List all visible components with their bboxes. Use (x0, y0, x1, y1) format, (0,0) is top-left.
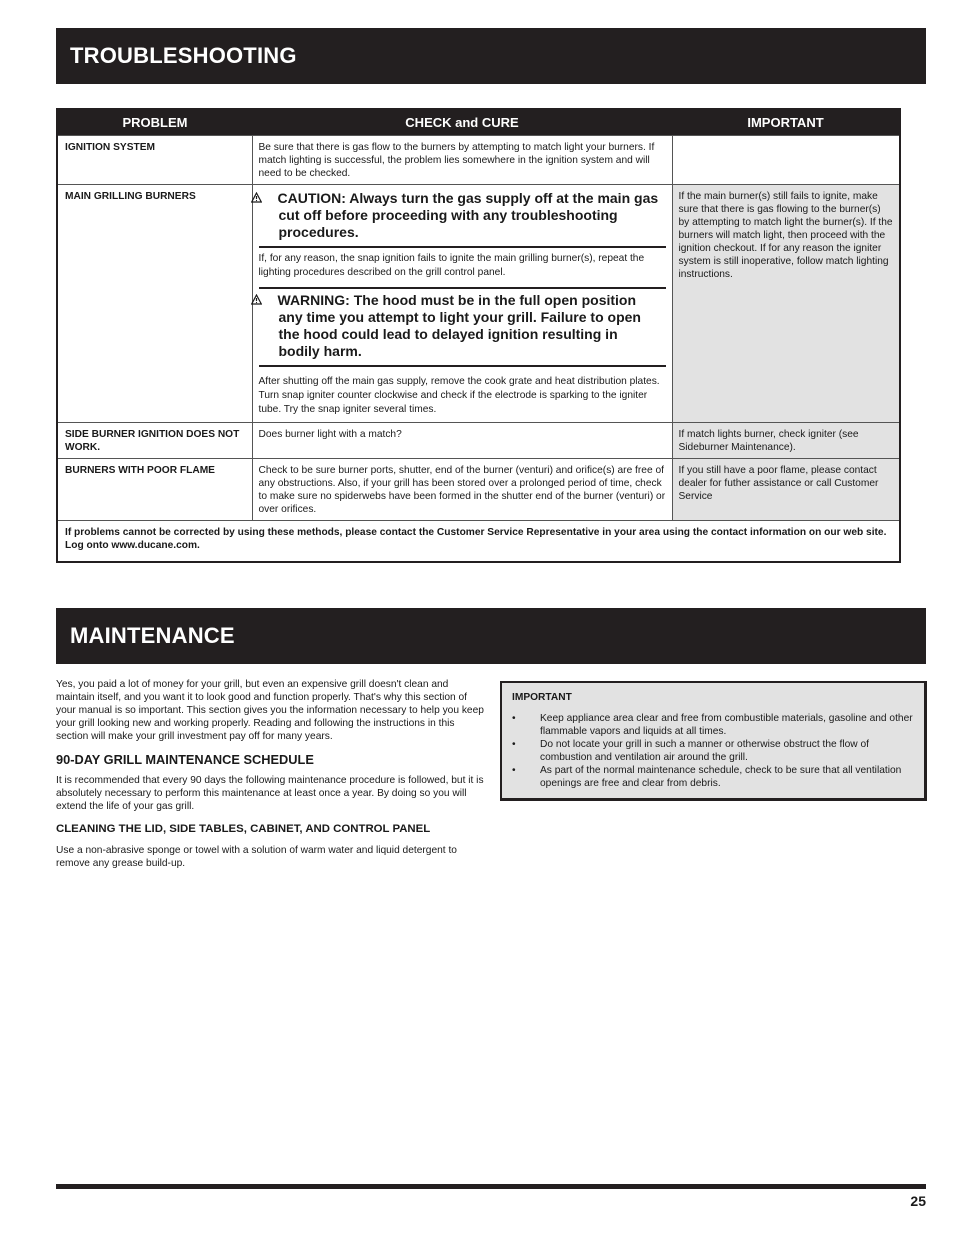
footer-rule (56, 1184, 926, 1189)
important-cell: If you still have a poor flame, please contact dealer for futher assistance or call Customer Service (672, 459, 900, 521)
important-box (500, 681, 927, 801)
maintenance-heading: MAINTENANCE (56, 608, 926, 664)
bullet: • (512, 713, 516, 724)
maintenance-intro: Yes, you paid a lot of money for your grill, but even an expensive grill doesn't clean and maintain itself, and you want it to look good and function properly. That's why this section of your manual is so important. This section gives you the information necessary to help you keep your grill looking new and working properly. Reading and following the instructions in this section will make your grill investment pay off for many years. (56, 679, 484, 742)
problem-cell: IGNITION SYSTEM (57, 136, 252, 185)
important-cell: If the main burner(s) still fails to ignite, make sure that there is gas flowing to the burner(s) by attempting to match light the burner(s). If the burners will match light, then proceed with the ignition checkout. If for any reason the igniter system is still inoperative, follow match lighting instructions. (672, 185, 900, 423)
list-item-text: Keep appliance area clear and free from combustible materials, gasoline and other flammable vapors and liquids at all times. (540, 713, 913, 737)
warning-triangle-icon (265, 190, 278, 207)
cure-cell: Be sure that there is gas flow to the burners by attempting to match light your burners. If match lighting is successful, the problem lies somewhere in the ignition system and will need to be checked. (252, 136, 672, 185)
bullet: • (512, 739, 516, 750)
cure-cell: Check to be sure burner ports, shutter, end of the burner (venturi) and orifice(s) are free of any obstructions. Also, if your grill has been stored over a prolonged period of time, check to make sure no spiderwebs have been formed in the shutter end of the burner (venturi) or over orifices. (252, 459, 672, 521)
ignition-note: If, for any reason, the snap ignition fails to ignite the main grilling burner(s), repeat the lighting procedures described on the grill control panel. (258, 253, 645, 278)
list-item-text: As part of the normal maintenance schedule, check to be sure that all ventilation openings are free and clear from debris. (540, 765, 902, 789)
warning-notice (259, 287, 666, 367)
important-cell (672, 136, 900, 185)
troubleshooting-table (56, 108, 901, 563)
list-item (512, 764, 914, 790)
problem-cell: MAIN GRILLING BURNERS (57, 185, 252, 423)
page-number: 25 (910, 1193, 926, 1209)
maintenance-text-column (56, 678, 484, 880)
troubleshooting-heading: TROUBLESHOOTING (56, 28, 926, 84)
col-header-check-cure: CHECK and CURE (252, 109, 672, 136)
table-row (57, 423, 900, 459)
bullet: • (512, 765, 516, 776)
warning-triangle-icon (265, 292, 278, 309)
warning-text: WARNING: The hood must be in the full open position any time you attempt to light your grill. Failure to open the hood could lead to delayed ignition resulting in bodily harm. (277, 292, 641, 359)
schedule-text: It is recommended that every 90 days the following maintenance procedure is followed, but it is absolutely necessary to perform this maintenance at least once a year. By doing so you will extend the life of your gas grill. (56, 775, 484, 812)
list-item (512, 712, 914, 738)
list-item-text: Do not locate your grill in such a manner or otherwise obstruct the flow of combustion and ventilation air around the grill. (540, 739, 869, 763)
table-header-row (57, 109, 900, 136)
important-list (512, 712, 914, 790)
cleaning-heading: CLEANING THE LID, SIDE TABLES, CABINET, AND CONTROL PANEL (56, 823, 431, 835)
table-footer-row (57, 521, 900, 563)
caution-text: CAUTION: Always turn the gas supply off at the main gas cut off before proceeding with any troubleshooting procedures. (277, 190, 659, 240)
schedule-heading: 90-DAY GRILL MAINTENANCE SCHEDULE (56, 752, 314, 767)
important-box-title: IMPORTANT (512, 692, 572, 703)
cure-cell (252, 185, 672, 423)
list-item (512, 738, 914, 764)
important-cell: If match lights burner, check igniter (see Sideburner Maintenance). (672, 423, 900, 459)
cure-cell: Does burner light with a match? (252, 423, 672, 459)
cleaning-text: Use a non-abrasive sponge or towel with a solution of warm water and liquid detergent to remove any grease build-up. (56, 845, 457, 869)
contact-footer: If problems cannot be corrected by using these methods, please contact the Customer Service Representative in your area using the contact information on our web site. Log onto www.ducane.com. (57, 521, 900, 563)
igniter-note: After shutting off the main gas supply, remove the cook grate and heat distribution plates. Turn snap igniter counter clockwise and check if the electrode is sparking to the igniter tube. Try the snap igniter several times. (258, 376, 660, 415)
table-row (57, 136, 900, 185)
table-row (57, 185, 900, 423)
col-header-problem: PROBLEM (57, 109, 252, 136)
table-row (57, 459, 900, 521)
caution-notice (259, 187, 666, 248)
col-header-important: IMPORTANT (672, 109, 900, 136)
problem-cell: SIDE BURNER IGNITION DOES NOT WORK. (57, 423, 252, 459)
problem-cell: BURNERS WITH POOR FLAME (57, 459, 252, 521)
